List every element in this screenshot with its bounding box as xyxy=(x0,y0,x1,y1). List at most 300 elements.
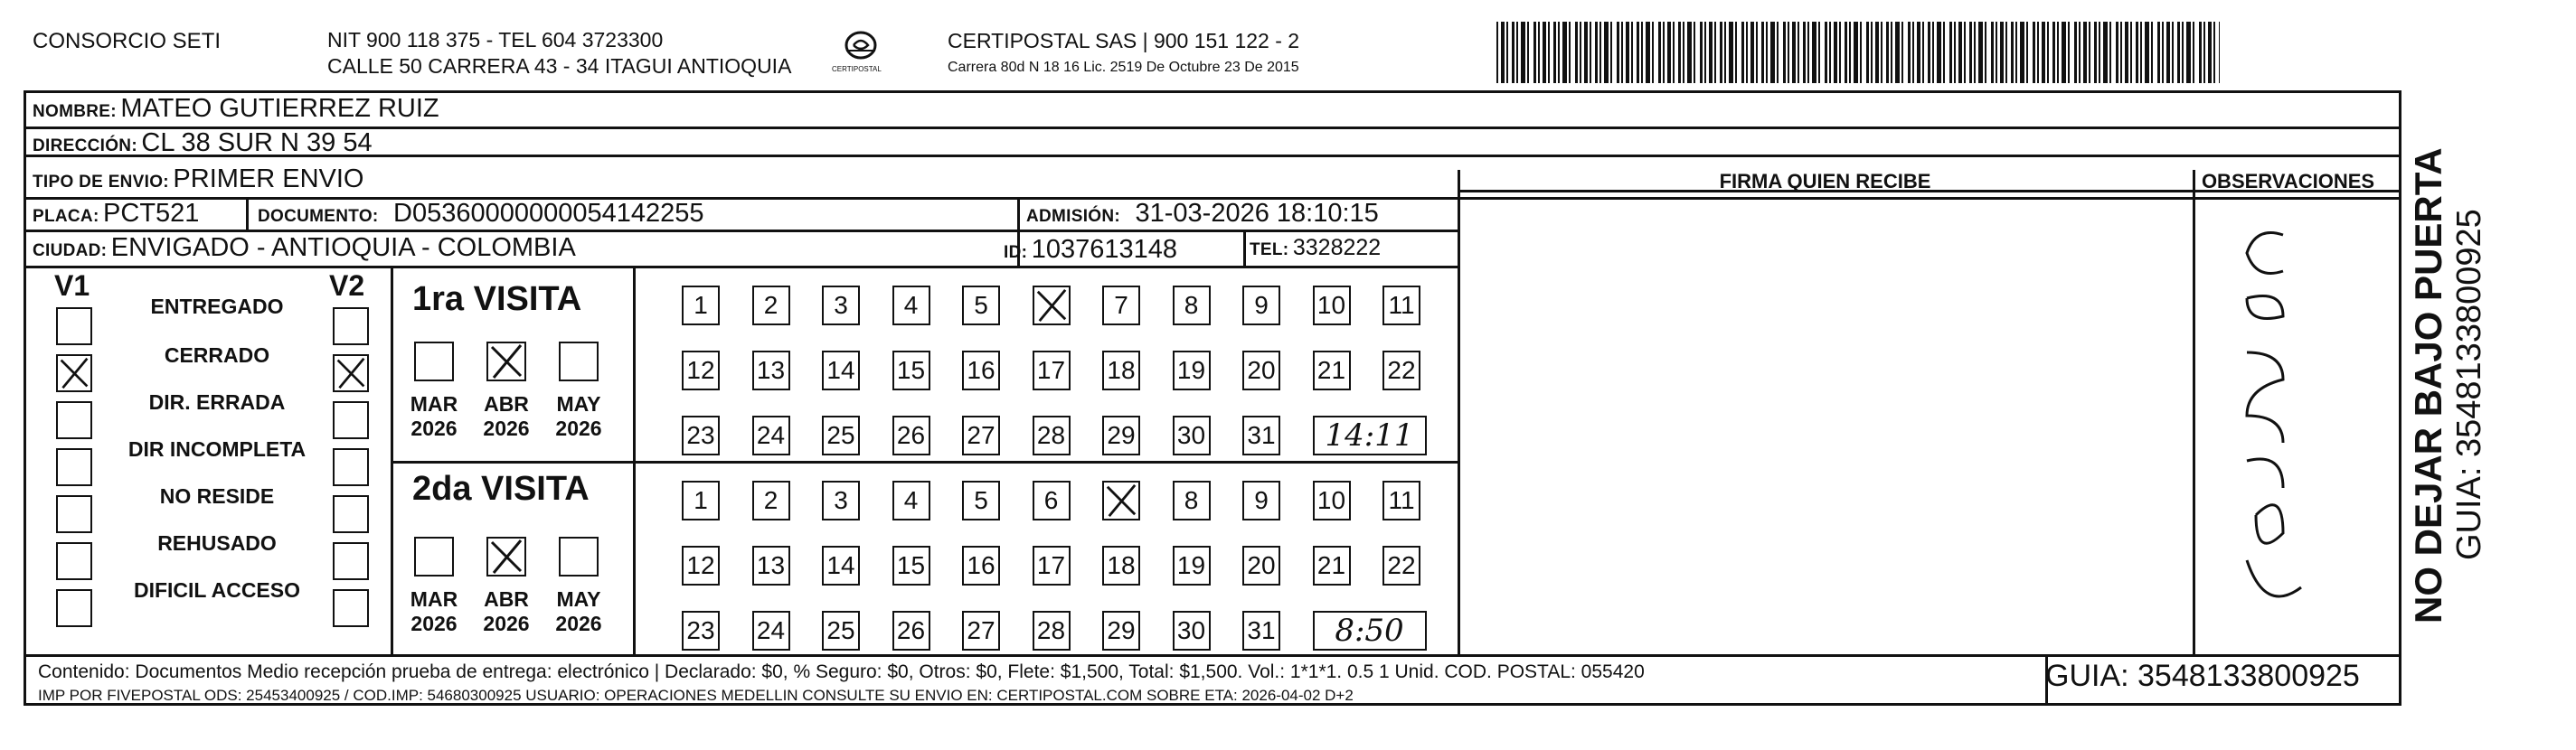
barcode-bar xyxy=(1683,22,1684,83)
documento-value: D05360000000054142255 xyxy=(393,199,704,228)
barcode-bar xyxy=(1798,22,1799,83)
barcode-bar xyxy=(1964,22,1966,83)
barcode-bar xyxy=(1720,22,1722,83)
tipo-row xyxy=(33,164,364,194)
visit-time-box[interactable]: 8:50 xyxy=(1313,611,1427,651)
month-checkbox-mar[interactable] xyxy=(414,537,454,577)
day-checkbox[interactable] xyxy=(1102,481,1140,520)
barcode-bar xyxy=(2037,22,2039,83)
day-checkbox[interactable]: 10 xyxy=(1313,286,1351,325)
tel-row xyxy=(1250,235,1381,261)
barcode-bar xyxy=(2193,22,2194,83)
visit1-title: 1ra VISITA xyxy=(412,280,582,318)
month-checkbox-abr[interactable] xyxy=(486,537,526,577)
month-label: ABR xyxy=(484,392,529,416)
barcode-bar xyxy=(1845,22,1847,83)
status-label: REHUSADO xyxy=(157,531,277,555)
barcode-bar xyxy=(2103,22,2108,83)
barcode-bar xyxy=(1969,22,1972,83)
barcode-bar xyxy=(1569,22,1571,83)
barcode-bar xyxy=(2074,22,2077,83)
barcode-bar xyxy=(1807,22,1809,83)
barcode-bar xyxy=(1871,22,1873,83)
day-checkbox[interactable]: 25 xyxy=(822,416,860,455)
documento-row xyxy=(258,199,704,229)
check-mark-icon xyxy=(488,343,524,380)
barcode-bar xyxy=(1756,22,1758,83)
barcode-bar xyxy=(2020,22,2024,83)
carrier-info xyxy=(948,27,1299,81)
barcode-bar xyxy=(1543,22,1546,83)
day-checkbox[interactable]: 2 xyxy=(752,286,790,325)
barcode-bar xyxy=(1704,22,1706,83)
nombre-value: MATEO GUTIERREZ RUIZ xyxy=(120,94,439,123)
barcode-bar xyxy=(1604,22,1609,83)
barcode-bar xyxy=(1761,22,1764,83)
barcode-bar xyxy=(1694,22,1695,83)
barcode-bar xyxy=(2125,22,2128,83)
status-label: ENTREGADO xyxy=(150,295,284,318)
day-checkbox[interactable]: 9 xyxy=(1242,286,1280,325)
barcode-bar xyxy=(2109,22,2111,83)
barcode-bar xyxy=(2026,22,2028,83)
barcode-bar xyxy=(1932,22,1934,83)
day-checkbox[interactable]: 26 xyxy=(892,416,930,455)
barcode-bar xyxy=(1580,22,1581,83)
barcode-bar xyxy=(2052,22,2055,83)
barcode-bar xyxy=(1652,22,1654,83)
check-mark-icon xyxy=(335,356,367,390)
barcode-bar xyxy=(1901,22,1903,83)
barcode-bar xyxy=(1803,22,1806,83)
month-label: MAY xyxy=(556,587,601,611)
day-checkbox[interactable]: 3 xyxy=(822,481,860,520)
year-label: 2026 xyxy=(483,417,530,440)
barcode-bar xyxy=(2000,22,2004,83)
barcode-bar xyxy=(1741,22,1744,83)
barcode-bar xyxy=(2042,22,2045,83)
barcode-bar xyxy=(1996,22,1997,83)
day-checkbox[interactable]: 23 xyxy=(682,611,720,651)
tel-label: TEL: xyxy=(1250,240,1289,259)
barcode-bar xyxy=(1724,22,1726,83)
barcode-bar xyxy=(2057,22,2059,83)
barcode-bar xyxy=(1673,22,1675,83)
barcode-bar xyxy=(2162,22,2164,83)
barcode-bar xyxy=(1974,22,1976,83)
barcode-bar xyxy=(1631,22,1633,83)
nombre-row xyxy=(33,94,439,124)
v2-checkbox-cerrado[interactable] xyxy=(333,354,369,392)
month-caption xyxy=(547,587,610,636)
barcode-bar xyxy=(2033,22,2035,83)
ciudad-label: CIUDAD: xyxy=(33,241,108,260)
day-checkbox[interactable]: 5 xyxy=(962,481,1000,520)
barcode-bar xyxy=(1922,22,1924,83)
barcode-bar xyxy=(2116,22,2118,83)
day-checkbox[interactable]: 21 xyxy=(1313,546,1351,586)
sender-name: CONSORCIO SETI xyxy=(33,29,222,53)
barcode-bar xyxy=(1866,22,1869,83)
barcode-bar xyxy=(1641,22,1643,83)
v1-checkbox-entregado[interactable] xyxy=(56,307,92,345)
month-label: MAY xyxy=(556,392,601,416)
day-checkbox[interactable]: 3 xyxy=(822,286,860,325)
month-label: ABR xyxy=(484,587,529,611)
barcode-bar xyxy=(1621,22,1623,83)
barcode-bar xyxy=(1709,22,1713,83)
ciudad-row xyxy=(33,233,576,263)
barcode-bar xyxy=(1538,22,1540,83)
status-label: NO RESIDE xyxy=(159,484,275,508)
barcode-bar xyxy=(1839,22,1841,83)
v2-header: V2 xyxy=(329,269,365,302)
day-checkbox[interactable]: 4 xyxy=(892,481,930,520)
status-label: DIFICIL ACCESO xyxy=(133,578,300,602)
guia-number: GUIA: 3548133800925 xyxy=(2045,659,2360,693)
day-checkbox[interactable]: 20 xyxy=(1242,546,1280,586)
day-checkbox[interactable]: 28 xyxy=(1033,611,1071,651)
month-checkbox-may[interactable] xyxy=(559,537,599,577)
license-line: Carrera 80d N 18 16 Lic. 2519 De Octubre 23 De 2015 xyxy=(948,60,1299,75)
day-checkbox[interactable] xyxy=(1033,286,1071,325)
barcode-bar xyxy=(2130,22,2132,83)
barcode-bar xyxy=(2136,22,2138,83)
barcode-bar xyxy=(1663,22,1665,83)
barcode-bar xyxy=(1875,22,1879,83)
barcode-bar xyxy=(1533,22,1536,83)
barcode-bar xyxy=(2213,22,2215,83)
nombre-label: NOMBRE: xyxy=(33,102,117,121)
id-label: ID: xyxy=(1004,243,1028,262)
month-caption xyxy=(475,587,538,636)
v2-checkbox-dificil-acceso[interactable] xyxy=(333,589,369,627)
observaciones-header: OBSERVACIONES xyxy=(2201,170,2375,192)
barcode-bar xyxy=(1548,22,1550,83)
barcode-bar xyxy=(1783,22,1786,83)
barcode-bar xyxy=(1891,22,1892,83)
barcode-bar xyxy=(2177,22,2180,83)
day-checkbox[interactable]: 16 xyxy=(962,351,1000,390)
day-checkbox[interactable]: 27 xyxy=(962,416,1000,455)
barcode-bar xyxy=(1512,22,1514,83)
month-caption xyxy=(402,392,466,441)
barcode-bar xyxy=(2182,22,2184,83)
day-checkbox[interactable]: 15 xyxy=(892,546,930,586)
footer-print-info: IMP POR FIVEPOSTAL ODS: 25453400925 / COD.IMP: 54680300925 USUARIO: OPERACIONES MEDELLIN CONSULTE SU ENVIO EN: CERTIPOSTAL.COM SOBRE ETA: 2026-04-02 D+2 xyxy=(38,687,1354,704)
barcode-bar xyxy=(1584,22,1588,83)
barcode-bar xyxy=(1610,22,1612,83)
barcode-bar xyxy=(2062,22,2066,83)
barcode-bar xyxy=(1558,22,1560,83)
barcode-bar xyxy=(1562,22,1567,83)
direccion-value: CL 38 SUR N 39 54 xyxy=(141,128,373,157)
barcode-bar xyxy=(2145,22,2149,83)
month-label: MAR xyxy=(410,587,458,611)
admision-label: ADMISIÓN: xyxy=(1026,207,1121,226)
year-label: 2026 xyxy=(410,417,458,440)
barcode-bar xyxy=(1553,22,1556,83)
month-checkbox-abr[interactable] xyxy=(486,342,526,381)
tipo-value: PRIMER ENVIO xyxy=(173,164,364,193)
barcode xyxy=(1496,22,2220,83)
barcode-bar xyxy=(1770,22,1775,83)
barcode-bar xyxy=(2079,22,2081,83)
nit-line: NIT 900 118 375 - TEL 604 3723300 xyxy=(327,28,664,52)
barcode-bar xyxy=(1527,22,1529,83)
firma-header: FIRMA QUIEN RECIBE xyxy=(1719,170,1931,192)
check-mark-icon xyxy=(488,539,524,575)
day-checkbox[interactable]: 8 xyxy=(1173,481,1211,520)
footer-content: Contenido: Documentos Medio recepción prueba de entrega: electrónico | Declarado: $0, % Seguro: $0, Otros: $0, Flete: $1,500, Total: $1,500. Vol.: 1*1*1. 0.5 1 Unid. COD. POSTAL: 055420 xyxy=(38,661,1645,682)
day-checkbox[interactable]: 25 xyxy=(822,611,860,651)
check-mark-icon xyxy=(58,356,90,390)
tel-value: 3328222 xyxy=(1292,235,1382,260)
v2-checkbox-dir-errada[interactable] xyxy=(333,401,369,439)
v1-checkbox-dir-incompleta[interactable] xyxy=(56,448,92,486)
barcode-bar xyxy=(1860,22,1862,83)
day-checkbox[interactable]: 8 xyxy=(1173,286,1211,325)
id-row xyxy=(1004,235,1177,265)
barcode-bar xyxy=(2186,22,2191,83)
barcode-bar xyxy=(1943,22,1945,83)
barcode-bar xyxy=(1658,22,1661,83)
day-checkbox[interactable]: 27 xyxy=(962,611,1000,651)
month-checkbox-mar[interactable] xyxy=(414,342,454,381)
day-checkbox[interactable]: 13 xyxy=(752,546,790,586)
day-checkbox[interactable]: 24 xyxy=(752,416,790,455)
direccion-label: DIRECCIÓN: xyxy=(33,136,137,155)
v1-checkbox-rehusado[interactable] xyxy=(56,542,92,580)
barcode-bar xyxy=(1678,22,1681,83)
v2-checkbox-no-reside[interactable] xyxy=(333,495,369,533)
day-checkbox[interactable]: 11 xyxy=(1382,286,1420,325)
barcode-bar xyxy=(1881,22,1882,83)
day-checkbox[interactable]: 5 xyxy=(962,286,1000,325)
year-label: 2026 xyxy=(483,612,530,635)
barcode-bar xyxy=(2208,22,2212,83)
v1-checkbox-dificil-acceso[interactable] xyxy=(56,589,92,627)
barcode-bar xyxy=(1766,22,1768,83)
day-checkbox[interactable]: 13 xyxy=(752,351,790,390)
day-checkbox[interactable]: 30 xyxy=(1173,416,1211,455)
day-checkbox[interactable]: 9 xyxy=(1242,481,1280,520)
month-caption xyxy=(402,587,466,636)
carrier-line: CERTIPOSTAL SAS | 900 151 122 - 2 xyxy=(948,29,1300,52)
day-checkbox[interactable]: 19 xyxy=(1173,546,1211,586)
barcode-bar xyxy=(2089,22,2090,83)
v2-checkbox-rehusado[interactable] xyxy=(333,542,369,580)
day-checkbox[interactable]: 17 xyxy=(1033,546,1071,586)
barcode-bar xyxy=(1516,22,1518,83)
barcode-bar xyxy=(2172,22,2174,83)
barcode-bar xyxy=(1626,22,1629,83)
barcode-bar xyxy=(1687,22,1692,83)
day-checkbox[interactable]: 7 xyxy=(1102,286,1140,325)
day-checkbox[interactable]: 22 xyxy=(1382,351,1420,390)
barcode-bar xyxy=(2120,22,2122,83)
v2-checkbox-dir-incompleta[interactable] xyxy=(333,448,369,486)
barcode-bar xyxy=(1958,22,1962,83)
v1-header: V1 xyxy=(54,269,90,302)
barcode-bar xyxy=(2094,22,2097,83)
day-checkbox[interactable]: 30 xyxy=(1173,611,1211,651)
year-label: 2026 xyxy=(410,612,458,635)
day-checkbox[interactable]: 22 xyxy=(1382,546,1420,586)
day-checkbox[interactable]: 29 xyxy=(1102,416,1140,455)
visit-time-box[interactable]: 14:11 xyxy=(1313,416,1427,455)
day-checkbox[interactable]: 1 xyxy=(682,286,720,325)
logo-text: CERTIPOSTAL xyxy=(832,65,882,73)
admision-row xyxy=(1026,199,1379,229)
barcode-bar xyxy=(2166,22,2170,83)
barcode-bar xyxy=(1595,22,1598,83)
barcode-bar xyxy=(1917,22,1920,83)
month-label: MAR xyxy=(410,392,458,416)
status-label: CERRADO xyxy=(164,343,270,367)
v1-checkbox-dir-errada[interactable] xyxy=(56,401,92,439)
day-checkbox[interactable]: 4 xyxy=(892,286,930,325)
id-value: 1037613148 xyxy=(1031,235,1177,264)
barcode-bar xyxy=(1985,22,1986,83)
tipo-label: TIPO DE ENVIO: xyxy=(33,173,169,192)
day-checkbox[interactable]: 14 xyxy=(822,351,860,390)
year-label: 2026 xyxy=(555,612,602,635)
barcode-bar xyxy=(1777,22,1779,83)
barcode-bar xyxy=(2219,22,2220,83)
day-checkbox[interactable]: 12 xyxy=(682,351,720,390)
barcode-bar xyxy=(1908,22,1911,83)
barcode-bar xyxy=(1978,22,1983,83)
barcode-bar xyxy=(1792,22,1796,83)
barcode-bar xyxy=(2099,22,2100,83)
barcode-bar xyxy=(1735,22,1737,83)
barcode-bar xyxy=(1646,22,1650,83)
status-label: DIR. ERRADA xyxy=(148,390,286,414)
day-checkbox[interactable]: 14 xyxy=(822,546,860,586)
observacion-handwriting xyxy=(2193,217,2319,614)
barcode-bar xyxy=(1928,22,1930,83)
admision-value: 31-03-2026 18:10:15 xyxy=(1135,199,1379,228)
barcode-bar xyxy=(1501,22,1505,83)
day-checkbox[interactable]: 18 xyxy=(1102,546,1140,586)
direccion-row xyxy=(33,128,373,158)
day-checkbox[interactable]: 1 xyxy=(682,481,720,520)
barcode-bar xyxy=(1599,22,1601,83)
barcode-bar xyxy=(1854,22,1858,83)
barcode-bar xyxy=(1714,22,1716,83)
barcode-bar xyxy=(1849,22,1851,83)
barcode-bar xyxy=(2199,22,2202,83)
day-checkbox[interactable]: 6 xyxy=(1033,481,1071,520)
barcode-bar xyxy=(1991,22,1994,83)
barcode-bar xyxy=(1949,22,1952,83)
address-line: CALLE 50 CARRERA 43 - 34 ITAGUI ANTIOQUIA xyxy=(327,54,792,78)
barcode-bar xyxy=(1496,22,1498,83)
barcode-bar xyxy=(2047,22,2049,83)
barcode-bar xyxy=(1912,22,1914,83)
day-checkbox[interactable]: 24 xyxy=(752,611,790,651)
barcode-bar xyxy=(1700,22,1703,83)
barcode-bar xyxy=(1667,22,1671,83)
barcode-bar xyxy=(1617,22,1619,83)
month-checkbox-may[interactable] xyxy=(559,342,599,381)
barcode-bar xyxy=(1818,22,1820,83)
barcode-bar xyxy=(1575,22,1578,83)
check-mark-icon xyxy=(1034,287,1069,323)
placa-value: PCT521 xyxy=(103,199,200,228)
day-checkbox[interactable]: 2 xyxy=(752,481,790,520)
documento-label: DOCUMENTO: xyxy=(258,207,379,226)
month-caption xyxy=(475,392,538,441)
barcode-bar xyxy=(2151,22,2153,83)
barcode-bar xyxy=(1812,22,1816,83)
v1-checkbox-cerrado[interactable] xyxy=(56,354,92,392)
day-checkbox[interactable]: 20 xyxy=(1242,351,1280,390)
day-checkbox[interactable]: 19 xyxy=(1173,351,1211,390)
status-label: DIR INCOMPLETA xyxy=(127,437,307,461)
day-checkbox[interactable]: 18 xyxy=(1102,351,1140,390)
barcode-bar xyxy=(2068,22,2070,83)
barcode-bar xyxy=(1521,22,1525,83)
day-checkbox[interactable]: 26 xyxy=(892,611,930,651)
barcode-bar xyxy=(2005,22,2007,83)
barcode-bar xyxy=(1886,22,1889,83)
day-checkbox[interactable]: 23 xyxy=(682,416,720,455)
placa-row xyxy=(33,199,199,229)
day-checkbox[interactable]: 31 xyxy=(1242,416,1280,455)
barcode-bar xyxy=(1506,22,1508,83)
barcode-bar xyxy=(1590,22,1591,83)
barcode-bar xyxy=(1788,22,1789,83)
day-checkbox[interactable]: 16 xyxy=(962,546,1000,586)
day-checkbox[interactable]: 10 xyxy=(1313,481,1351,520)
barcode-bar xyxy=(1637,22,1639,83)
barcode-bar xyxy=(1895,22,1900,83)
side-guia: GUIA: 3548133800925 xyxy=(2450,209,2488,560)
v2-checkbox-entregado[interactable] xyxy=(333,307,369,345)
v1-checkbox-no-reside[interactable] xyxy=(56,495,92,533)
barcode-bar xyxy=(2157,22,2160,83)
barcode-bar xyxy=(1829,22,1831,83)
barcode-bar xyxy=(2140,22,2142,83)
year-label: 2026 xyxy=(555,417,602,440)
day-checkbox[interactable]: 15 xyxy=(892,351,930,390)
barcode-bar xyxy=(2015,22,2017,83)
day-checkbox[interactable]: 12 xyxy=(682,546,720,586)
day-checkbox[interactable]: 17 xyxy=(1033,351,1071,390)
day-checkbox[interactable]: 31 xyxy=(1242,611,1280,651)
day-checkbox[interactable]: 11 xyxy=(1382,481,1420,520)
barcode-bar xyxy=(1834,22,1837,83)
check-mark-icon xyxy=(1104,483,1138,519)
ciudad-value: ENVIGADO - ANTIOQUIA - COLOMBIA xyxy=(110,233,576,262)
barcode-bar xyxy=(1750,22,1754,83)
barcode-bar xyxy=(2083,22,2087,83)
barcode-bar xyxy=(1937,22,1941,83)
barcode-bar xyxy=(2011,22,2014,83)
day-checkbox[interactable]: 29 xyxy=(1102,611,1140,651)
sender-info xyxy=(327,27,791,80)
side-warning: NO DEJAR BAJO PUERTA xyxy=(2407,147,2449,623)
barcode-bar xyxy=(1825,22,1827,83)
month-caption xyxy=(547,392,610,441)
barcode-bar xyxy=(1746,22,1748,83)
day-checkbox[interactable]: 28 xyxy=(1033,416,1071,455)
day-checkbox[interactable]: 21 xyxy=(1313,351,1351,390)
placa-label: PLACA: xyxy=(33,207,99,226)
barcode-bar xyxy=(1954,22,1956,83)
